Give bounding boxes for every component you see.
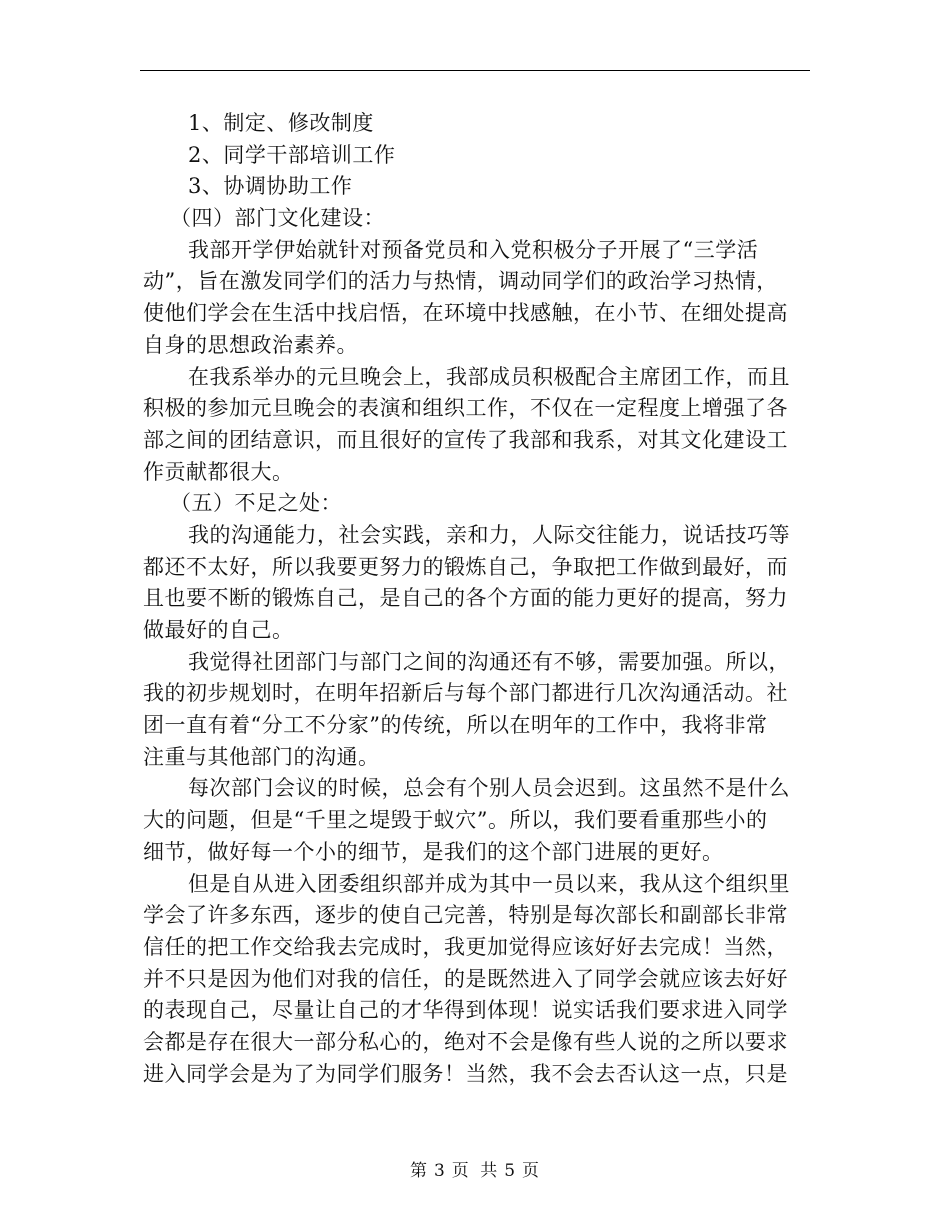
text-line: 在我系举办的元旦晚会上，我部成员积极配合主席团工作，而且 — [188, 364, 790, 389]
text-line: 都还不太好，所以我要更努力的锻炼自己，争取把工作做到最好，而 — [143, 554, 788, 579]
text-line: 作贡献都很大。 — [143, 459, 294, 484]
text-line: 且也要不断的锻炼自己，是自己的各个方面的能力更好的提高，努力 — [143, 586, 788, 611]
footer-suffix: 页 — [522, 1161, 541, 1181]
text-line: 动”，旨在激发同学们的活力与热情，调动同学们的政治学习热情， — [143, 269, 778, 294]
text-line: 积极的参加元旦晚会的表演和组织工作，不仅在一定程度上增强了各 — [143, 396, 788, 421]
text-line: 信任的把工作交给我去完成时，我更加觉得应该好好去完成！当然， — [143, 934, 788, 959]
text-line: 我部开学伊始就针对预备党员和入党积极分子开展了“三学活 — [188, 237, 759, 262]
text-line: 部之间的团结意识，而且很好的宣传了我部和我系，对其文化建设工 — [143, 427, 788, 452]
page-body — [143, 108, 810, 1090]
paragraph — [143, 520, 810, 647]
section-heading: （五）不足之处： — [170, 491, 342, 516]
paragraph — [143, 362, 810, 489]
paragraph — [143, 235, 810, 362]
page-footer — [0, 1156, 950, 1181]
text-line: 团一直有着“分工不分家”的传统，所以在明年的工作中，我将非常 — [143, 713, 768, 738]
text-line: 我的初步规划时，在明年招新后与每个部门都进行几次沟通活动。社 — [143, 681, 788, 706]
paragraph — [143, 647, 810, 774]
text-line: 的表现自己，尽量让自己的才华得到体现！说实话我们要求进入同学 — [143, 998, 788, 1023]
list-item: 2、同学干部培训工作 — [188, 142, 396, 167]
text-line: 使他们学会在生活中找启悟，在环境中找感触，在小节、在细处提高 — [143, 301, 788, 326]
text-line: 但是自从进入团委组织部并成为其中一员以来，我从这个组织里 — [188, 871, 790, 896]
list-item: 3、协调协助工作 — [188, 174, 353, 199]
total-pages: 5 — [504, 1161, 517, 1181]
text-line: 每次部门会议的时候，总会有个别人员会迟到。这虽然不是什么 — [188, 776, 790, 801]
text-line: 进入同学会是为了为同学们服务！当然，我不会去否认这一点，只是 — [143, 1061, 788, 1086]
footer-middle: 页 共 — [451, 1161, 499, 1181]
footer-prefix: 第 — [409, 1161, 428, 1181]
text-line: 注重与其他部门的沟通。 — [143, 744, 380, 769]
paragraph — [143, 869, 810, 1091]
list-item: 1、制定、修改制度 — [188, 111, 374, 135]
text-line: 并不只是因为他们对我的信任，的是既然进入了同学会就应该去好好 — [143, 966, 788, 991]
text-line: 会都是存在很大一部分私心的，绝对不会是像有些人说的之所以要求 — [143, 1029, 788, 1054]
text-line: 做最好的自己。 — [143, 618, 294, 642]
page-number: 3 — [433, 1161, 446, 1181]
header-rule — [140, 70, 810, 71]
text-line: 大的问题，但是“千里之堤毁于蚁穴”。所以，我们要看重那些小的 — [143, 808, 768, 833]
section-heading: （四）部门文化建设： — [170, 206, 385, 231]
paragraph — [143, 773, 810, 868]
text-line: 学会了许多东西，逐步的使自己完善，特别是每次部长和副部长非常 — [143, 903, 788, 928]
text-line: 我的沟通能力，社会实践，亲和力，人际交往能力，说话技巧等 — [188, 522, 790, 547]
text-line: 自身的思想政治素养。 — [143, 332, 358, 357]
text-line: 我觉得社团部门与部门之间的沟通还有不够，需要加强。所以， — [188, 649, 790, 674]
text-line: 细节，做好每一个小的细节，是我们的这个部门进展的更好。 — [143, 839, 724, 864]
